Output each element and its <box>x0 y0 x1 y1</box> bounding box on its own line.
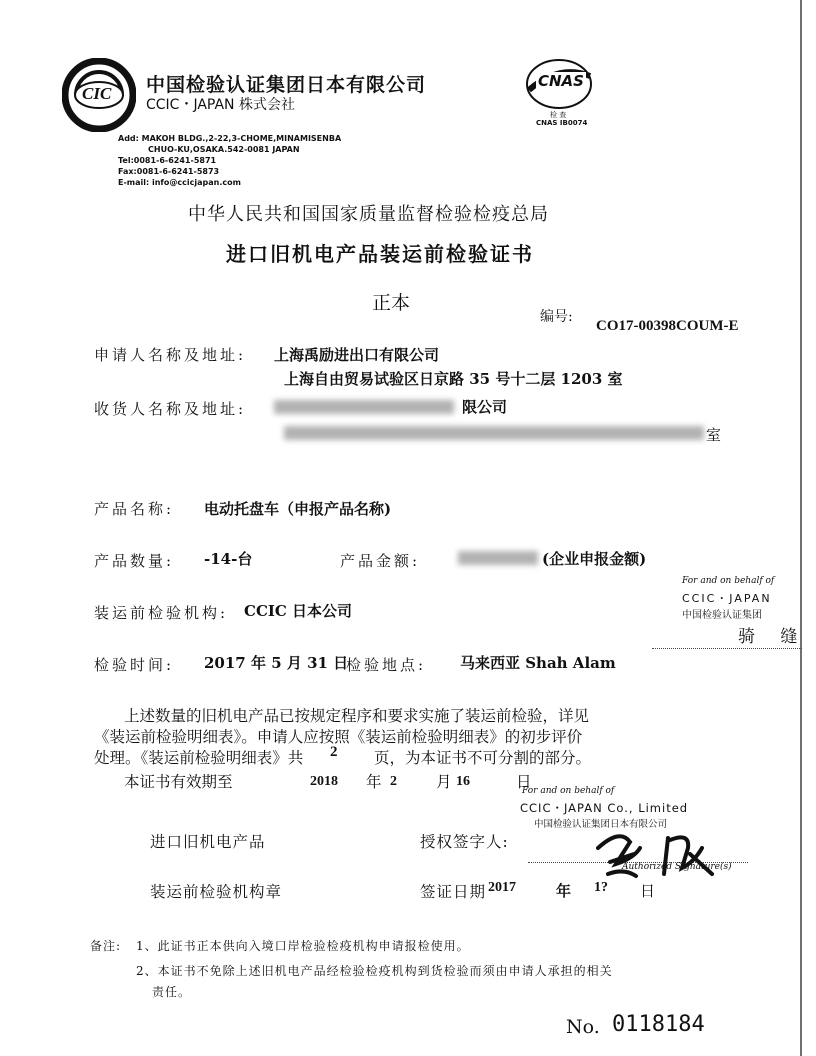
notes-label: 备注: <box>90 939 122 953</box>
cnas-logo <box>524 56 594 112</box>
address-line-1: Add: MAKOH BLDG.,2-22,3-CHOME,MINAMISENBA <box>118 134 342 143</box>
valid-year: 2018 <box>310 774 338 789</box>
page-count: 2 <box>330 744 338 760</box>
body-line-1: 上述数量的旧机电产品已按规定程序和要求实施了装运前检验，详见 <box>124 707 590 725</box>
consignee-name-visible: 限公司 <box>462 398 508 416</box>
body-line-2: 《装运前检验明细表》。申请人应按照《装运前检验明细表》的初步评价 <box>94 728 583 746</box>
applicant-name: 上海禹励进出口有限公司 <box>274 346 440 364</box>
inspection-place-label: 检验地点: <box>346 656 427 674</box>
valid-day: 16 <box>456 774 470 789</box>
sign-year-unit: 年 <box>556 882 572 900</box>
note-2-line-1: 2、本证书不免除上述旧机电产品经检验检疫机构到货检验而须由申请人承担的相关 <box>136 964 613 978</box>
company-name-cn: 中国检验认证集团日本有限公司 <box>146 74 427 96</box>
inspection-place-value: 马来西亚 Shah Alam <box>460 654 616 672</box>
sign-stamp-line-1: For and on behalf of <box>522 786 615 796</box>
product-label: 产品名称: <box>94 500 175 518</box>
signature-row-1-label: 进口旧机电产品 <box>150 833 266 851</box>
signature-row-2-label: 装运前检验机构章 <box>150 883 283 901</box>
quantity-label: 产品数量: <box>94 552 175 570</box>
email: E-mail: info@ccicjapan.com <box>118 178 241 187</box>
applicant-label: 申请人名称及地址: <box>94 346 247 364</box>
body-line-3a: 处理。《装运前检验明细表》共 <box>94 749 304 767</box>
quantity-value: -14-台 <box>204 550 253 568</box>
fax: Fax:0081-6-6241-5873 <box>118 167 220 176</box>
company-name-en: CCIC・JAPAN 株式会社 <box>146 97 295 113</box>
valid-month-unit: 月 <box>436 773 452 791</box>
seam-stamp-line-4: 骑 缝 <box>738 627 808 647</box>
cnas-sub: 检 查 <box>550 111 567 119</box>
signer-label: 授权签字人: <box>420 833 509 851</box>
seam-stamp-line-1: For and on behalf of <box>682 576 775 586</box>
cnas-id: CNAS IB0074 <box>536 119 588 127</box>
consignee-address-redaction <box>284 426 704 440</box>
logo-text: CIC <box>82 84 112 103</box>
consignee-address-visible: 室 <box>706 426 722 444</box>
cnas-logo-text: CNAS <box>538 72 584 90</box>
amount-redaction <box>458 551 538 565</box>
scan-edge-line <box>800 0 802 1056</box>
handwritten-signature <box>590 818 720 888</box>
address-line-2: CHUO-KU,OSAKA.542-0081 JAPAN <box>148 145 300 154</box>
serial-number: 0118184 <box>612 1012 705 1037</box>
note-1: 1、此证书正本供向入境口岸检验检疫机构申请报检使用。 <box>136 939 470 953</box>
sign-day-unit: 日 <box>640 882 656 900</box>
agency-label: 装运前检验机构: <box>94 604 229 622</box>
copy-type: 正本 <box>372 292 411 314</box>
consignee-label: 收货人名称及地址: <box>94 400 247 418</box>
telephone: Tel:0081-6-6241-5871 <box>118 156 217 165</box>
amount-label: 产品金额: <box>340 552 421 570</box>
agency-value: CCIC 日本公司 <box>244 602 353 620</box>
serial-label: No. <box>566 1016 600 1038</box>
sign-stamp-line-2: CCIC・JAPAN Co., Limited <box>520 801 689 815</box>
sign-stamp-line-3: 中国检验认证集团日本有限公司 <box>534 819 668 830</box>
applicant-address: 上海自由贸易试验区日京路 35 号十二层 1203 室 <box>284 370 623 388</box>
valid-day-unit: 日 <box>516 773 532 791</box>
ccic-logo <box>62 58 136 132</box>
note-2-line-2: 责任。 <box>152 985 192 999</box>
valid-year-unit: 年 <box>366 773 382 791</box>
inspection-time-value: 2017 年 5 月 31 日 <box>204 654 349 672</box>
inspection-time-label: 检验时间: <box>94 656 175 674</box>
product-value: 电动托盘车（申报产品名称) <box>204 500 392 518</box>
sign-stamp-line-4: Authorized Signature(s) <box>622 862 732 872</box>
valid-month: 2 <box>390 774 397 789</box>
seam-stamp-line-2: CCIC・JAPAN <box>682 592 772 605</box>
body-line-3b: 页，为本证书不可分割的部分。 <box>374 749 592 767</box>
amount-value: (企业申报金额) <box>542 550 647 568</box>
seam-stamp-rule <box>652 648 802 649</box>
sign-year: 2017 <box>488 880 516 895</box>
sign-date-label: 签证日期 <box>420 883 487 901</box>
certificate-number: CO17-00398COUM-E <box>596 318 739 334</box>
number-label: 编号: <box>540 309 573 325</box>
consignee-name-redaction <box>274 400 454 414</box>
seam-stamp-line-3: 中国检验认证集团 <box>682 610 762 621</box>
validity-label: 本证书有效期至 <box>124 773 233 791</box>
seam-stamp <box>652 574 808 654</box>
issuing-authority: 中华人民共和国国家质量监督检验检疫总局 <box>188 204 549 225</box>
certificate-title: 进口旧机电产品装运前检验证书 <box>226 242 534 266</box>
sign-month: 1? <box>594 880 608 895</box>
